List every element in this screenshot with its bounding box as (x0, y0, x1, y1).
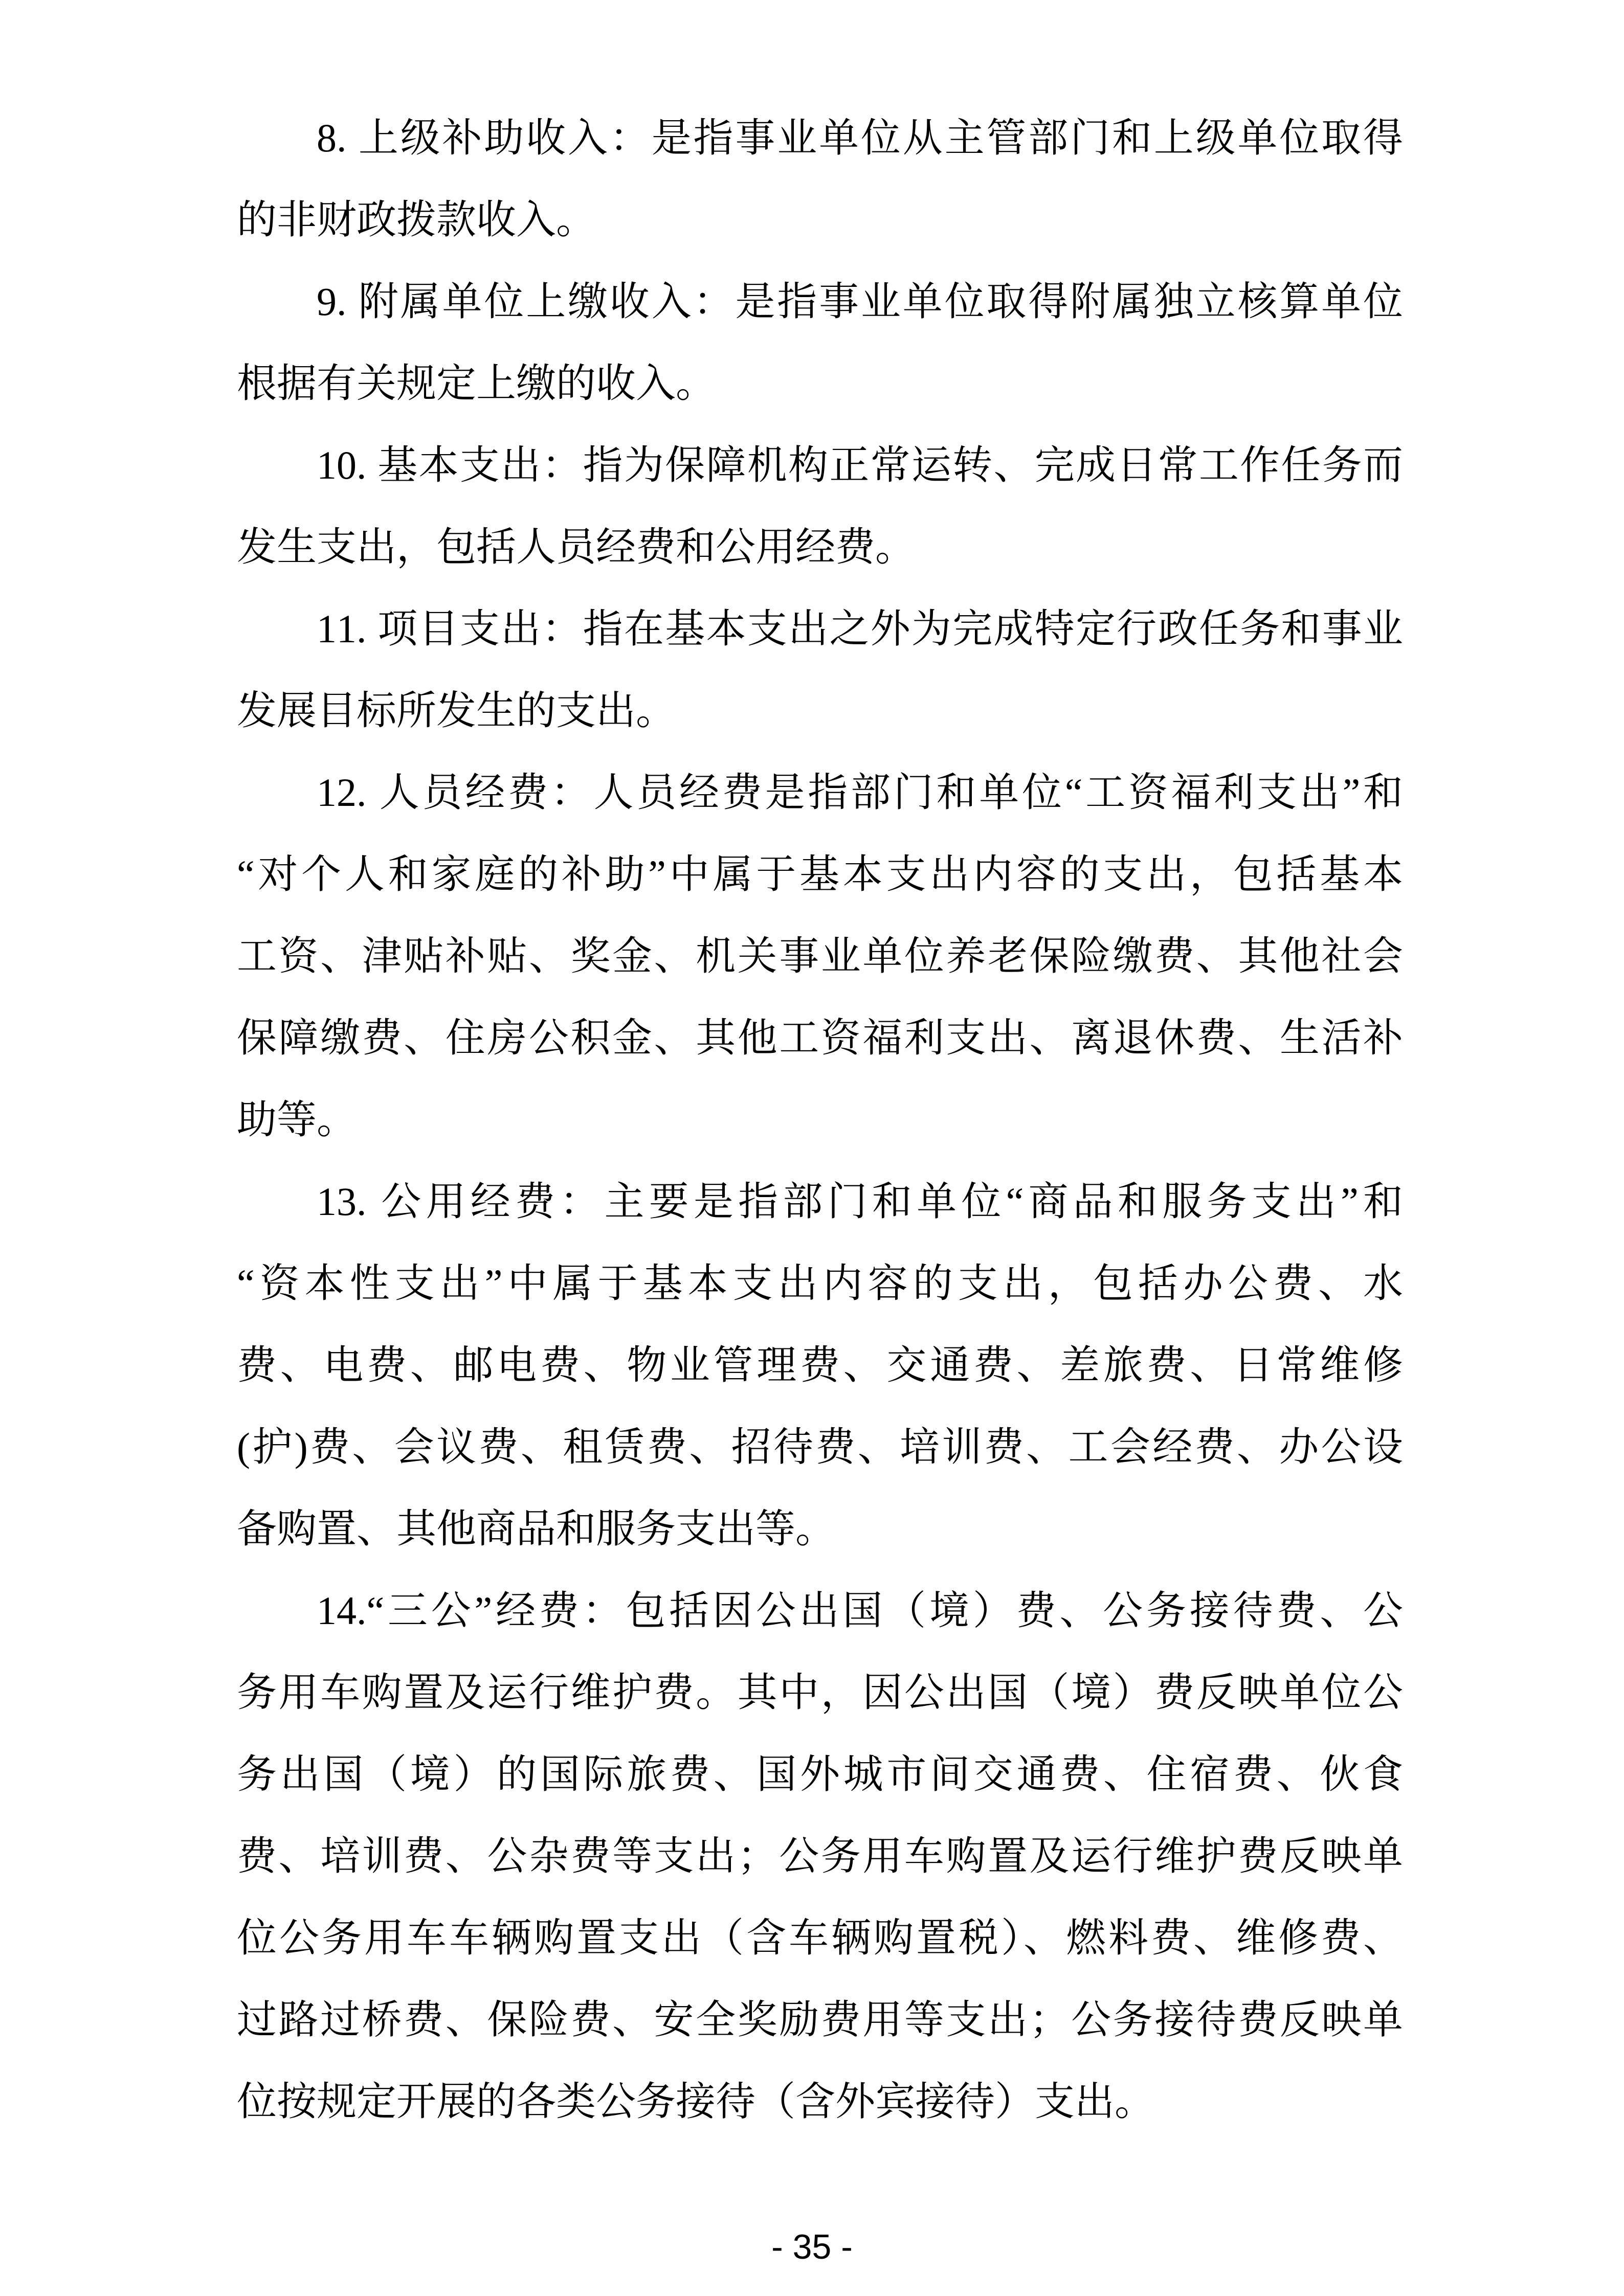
text-line: 11. 项目支出：指在基本支出之外为完成特定行政任务和事业 (317, 606, 1403, 651)
text-line: 发生支出，包括人员经费和公用经费。 (237, 525, 916, 569)
text-line: 保障缴费、住房公积金、其他工资福利支出、离退休费、生活补 (237, 1016, 1403, 1060)
text-line: 8. 上级补助收入：是指事业单位从主管部门和上级单位取得 (317, 116, 1403, 160)
text-line: 12. 人员经费：人员经费是指部门和单位“工资福利支出”和 (317, 770, 1403, 815)
text-line: 10. 基本支出：指为保障机构正常运转、完成日常工作任务而 (317, 443, 1403, 487)
text-line: 发展目标所发生的支出。 (237, 688, 676, 733)
text-line: 工资、津贴补贴、奖金、机关事业单位养老保险缴费、其他社会 (237, 934, 1403, 978)
text-line: 务出国（境）的国际旅费、国外城市间交通费、住宿费、伙食 (237, 1752, 1403, 1796)
text-line: 过路过桥费、保险费、安全奖励费用等支出；公务接待费反映单 (237, 1997, 1403, 2042)
text-line: 费、培训费、公杂费等支出；公务用车购置及运行维护费反映单 (237, 1834, 1403, 1878)
text-line: 13. 公用经费：主要是指部门和单位“商品和服务支出”和 (317, 1179, 1403, 1224)
text-line: 位按规定开展的各类公务接待（含外宾接待）支出。 (237, 2079, 1155, 2124)
text-line: “对个人和家庭的补助”中属于基本支出内容的支出，包括基本 (237, 852, 1403, 896)
text-line: 助等。 (237, 1097, 357, 1142)
text-line: “资本性支出”中属于基本支出内容的支出，包括办公费、水 (237, 1261, 1403, 1305)
document-body (237, 97, 1403, 2143)
text-line: 的非财政拨款收入。 (237, 197, 596, 242)
text-line: 14.“三公”经费：包括因公出国（境）费、公务接待费、公 (317, 1588, 1403, 1633)
text-line: (护)费、会议费、租赁费、招待费、培训费、工会经费、办公设 (237, 1425, 1403, 1469)
text-line: 备购置、其他商品和服务支出等。 (237, 1506, 836, 1551)
text-line: 务用车购置及运行维护费。其中，因公出国（境）费反映单位公 (237, 1670, 1403, 1715)
text-line: 9. 附属单位上缴收入：是指事业单位取得附属独立核算单位 (317, 279, 1403, 324)
text-line: 根据有关规定上缴的收入。 (237, 361, 716, 406)
text-line: 位公务用车车辆购置支出（含车辆购置税）、燃料费、维修费、 (237, 1916, 1403, 1960)
text-line: 费、电费、邮电费、物业管理费、交通费、差旅费、日常维修 (237, 1343, 1403, 1387)
page-number: - 35 - (771, 2227, 853, 2266)
